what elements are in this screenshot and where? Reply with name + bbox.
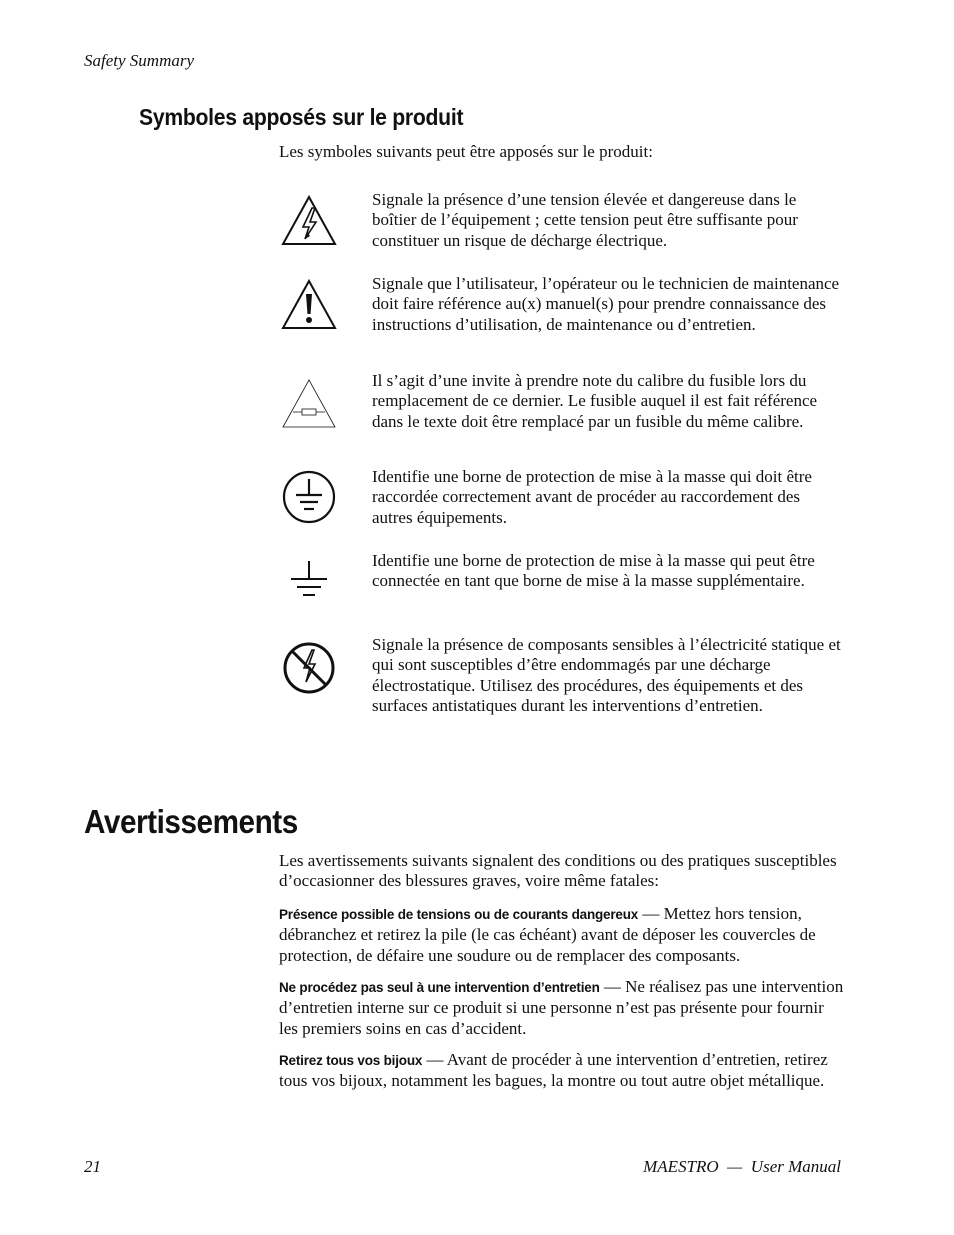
ground-terminal-icon <box>279 557 339 617</box>
warning-body: — Mettez hors tension, débranchez et retirez la pile (le cas échéant) avant de déposer les couvercles de protection, de défaire une soudure ou de remplacer des composants. <box>279 904 816 965</box>
warning-body: — Ne réalisez pas une intervention d’entretien interne sur ce produit si une personne n’est pas présente pour fournir les premiers soins en cas d’accident. <box>279 977 844 1038</box>
warning-body: — Avant de procéder à une intervention d’entretien, retirez tous vos bijoux, notamment les bagues, la montre ou tout autre objet métallique. <box>279 1050 828 1091</box>
symbol-description: Identifie une borne de protection de mise à la masse qui peut être connectée en tant que borne de mise à la masse supplémentaire. <box>372 551 815 591</box>
high-voltage-warning-icon <box>279 192 339 252</box>
running-head: Safety Summary <box>84 51 195 70</box>
warnings-section-title: Avertissements <box>84 803 298 840</box>
fuse-replacement-icon <box>279 375 339 435</box>
symbols-section-title: Symboles apposés sur le produit <box>139 104 464 130</box>
symbols-intro: Les symboles suivants peut être apposés sur le produit: <box>279 142 653 161</box>
protective-earth-icon <box>279 467 339 527</box>
symbol-description: Signale que l’utilisateur, l’opérateur ou le technicien de maintenance doit faire référence au(x) manuel(s) pour prendre connaissance des instructions d’utilisation, de maintenance ou d’entretien. <box>372 274 840 334</box>
symbol-description: Signale la présence de composants sensibles à l’électricité statique et qui sont susceptibles d’être endommagés par une décharge électrostatique. Utilisez des procédures, des équipements et des surfaces antistatiques durant les interventions d’entretien. <box>372 635 841 716</box>
manual-title: MAESTRO — User Manual <box>643 1157 841 1176</box>
warning-lead: Retirez tous vos bijoux <box>279 1053 423 1068</box>
page-number: 21 <box>84 1157 101 1176</box>
caution-exclamation-icon <box>279 276 339 336</box>
warnings-intro: Les avertissements suivants signalent des conditions ou des pratiques susceptibles d’occasionner des blessures graves, voire même fatales: <box>279 851 837 891</box>
symbol-description: Identifie une borne de protection de mise à la masse qui doit être raccordée correctement avant de procéder au raccordement des autres équipements. <box>372 467 812 527</box>
warning-lead: Ne procédez pas seul à une intervention d’entretien <box>279 980 600 995</box>
warning-item <box>279 977 844 1039</box>
warning-item <box>279 1050 844 1092</box>
warning-item <box>279 904 844 966</box>
symbol-description: Il s’agit d’une invite à prendre note du calibre du fusible lors du remplacement de ce dernier. Le fusible auquel il est fait référence dans le texte doit être remplacé par un fusible du même calibre. <box>372 371 818 431</box>
symbol-description: Signale la présence d’une tension élevée et dangereuse dans le boîtier de l’équipement ; cette tension peut être suffisante pour constituer un risque de décharge électrique. <box>372 190 798 250</box>
warning-lead: Présence possible de tensions ou de courants dangereux <box>279 907 639 922</box>
esd-sensitive-icon <box>279 638 339 698</box>
